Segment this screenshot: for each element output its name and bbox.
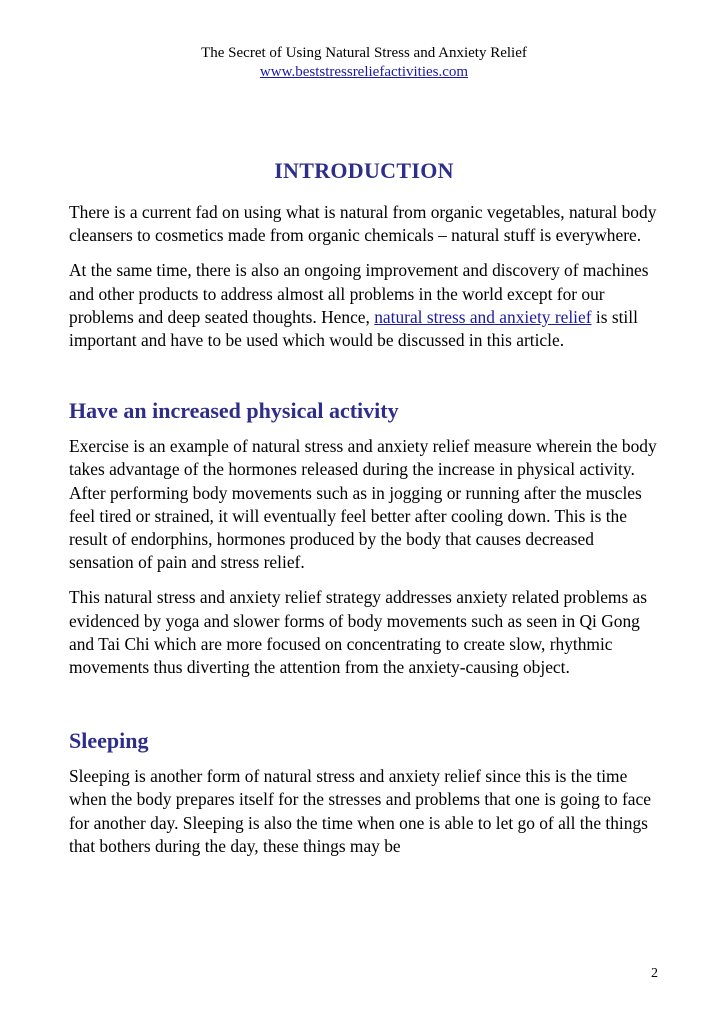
section-heading-sleeping: Sleeping (69, 728, 149, 754)
natural-stress-relief-link[interactable]: natural stress and anxiety relief (374, 306, 592, 327)
header-title: The Secret of Using Natural Stress and Anxiety Relief (201, 45, 527, 61)
section-heading-physical-activity: Have an increased physical activity (69, 398, 399, 424)
physical-activity-paragraph-1: Exercise is an example of natural stress and anxiety relief measure wherein the body takes advantage of the hormones released during the increase in physical activity. After performing body movements such as in jogging or running after the muscles feel tired or strained, it will eventually feel better after cooling down. This is the result of endorphins, hormones produced by the body that causes decreased sensation of pain and stress relief. (69, 436, 657, 573)
intro-paragraph-1: There is a current fad on using what is natural from organic vegetables, natural body cleansers to cosmetics made from organic chemicals – natural stuff is everywhere. (69, 202, 657, 246)
intro-paragraph-2-text-a: At the same time, there is also an ongoing improvement and discovery of machines and other products to address almost all problems in the world except for our problems and deep seated thoughts. Hence, (69, 260, 649, 327)
intro-paragraph-2 (69, 259, 659, 352)
page-header (0, 44, 728, 82)
document-body (69, 152, 659, 858)
physical-activity-paragraph-2: This natural stress and anxiety relief strategy addresses anxiety related problems as evidenced by yoga and slower forms of body movements such as seen in Qi Gong and Tai Chi which are more focused on concentrating to create slow, rhythmic movements thus diverting the attention from the anxiety-causing object. (69, 587, 648, 678)
header-url-link[interactable]: www.beststressreliefactivities.com (259, 64, 469, 80)
page-title: INTRODUCTION (274, 158, 454, 183)
intro-paragraph-2-text-b: is still important and have to be used which would be discussed in this article. (69, 306, 638, 351)
sleeping-paragraph-1: Sleeping is another form of natural stress and anxiety relief since this is the time when the body prepares itself for the stresses and problems that one is going to face for another day. Sleeping is also the time when one is able to let go of all the things that bothers during the day, these things may be (69, 766, 651, 856)
page-number: 2 (651, 966, 658, 981)
